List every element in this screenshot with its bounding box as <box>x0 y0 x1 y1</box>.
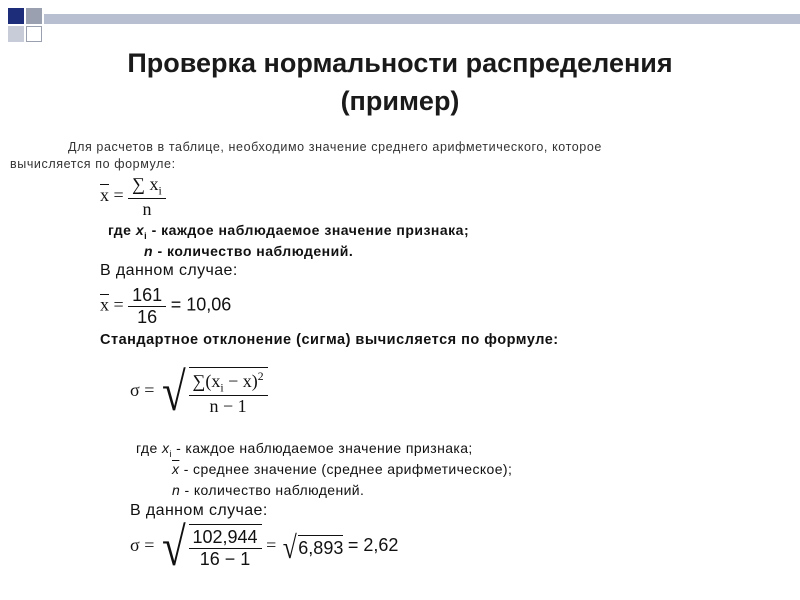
where1-sub: i <box>144 230 148 241</box>
sigma-num-sup: 2 <box>257 370 264 384</box>
where1-line2 <box>144 243 353 259</box>
sigma-formula-denominator: n − 1 <box>209 395 247 416</box>
top-stripe <box>44 14 800 24</box>
sigma-calc-radicand2: 6,893 <box>298 535 343 559</box>
corner-square-white-border <box>26 26 42 42</box>
where1-prefix: где <box>108 222 132 238</box>
where1-line2-var: n <box>144 243 154 259</box>
sigma-formula <box>130 362 268 422</box>
case1-label: В данном случае: <box>100 262 238 279</box>
where2-line2 <box>172 461 512 477</box>
mean-formula-eq: = <box>113 184 124 205</box>
mean-formula-numerator-sub: i <box>158 184 162 198</box>
mean-calc-lhs: $\overline{x}$ <box>100 294 109 315</box>
where2-line3 <box>172 482 364 498</box>
case2-label: В данном случае: <box>130 502 268 519</box>
where1-var: x <box>135 222 145 238</box>
sigma-num-mid: − x) <box>223 371 258 392</box>
corner-square-light <box>8 26 24 42</box>
where2-line3-text: - количество наблюдений. <box>184 482 365 498</box>
mean-formula-denominator: n <box>142 198 152 219</box>
mean-calc-fraction <box>128 285 166 328</box>
mean-formula-lhs: $\overline{x}$ <box>100 184 109 205</box>
sigma-formula-sqrt <box>159 362 268 422</box>
sqrt-icon: √ <box>161 362 186 422</box>
sigma-formula-fraction <box>189 370 268 417</box>
sigma-calc-numerator: 102,944 <box>189 527 262 549</box>
intro-text-line2: вычисляется по формуле: <box>10 157 176 171</box>
slide-title-line1: Проверка нормальности распределения <box>127 48 673 78</box>
sqrt-icon: √ <box>282 529 297 565</box>
where2-line2-text: - среднее значение (среднее арифметическое); <box>183 461 513 477</box>
sqrt-icon: √ <box>161 517 186 577</box>
sigma-calc <box>130 517 399 577</box>
mean-calc: $\overline{x}$ = $\frac{161}{16}$ = 10,06 <box>100 285 232 327</box>
sigma-calc-sqrt1 <box>159 517 262 577</box>
where1-text: - каждое наблюдаемое значение признака; <box>151 222 470 238</box>
where2-text: - каждое наблюдаемое значение признака; <box>176 440 473 456</box>
sigma-intro: Стандартное отклонение (сигма) вычисляется по формуле: <box>100 332 559 348</box>
corner-square-dark <box>8 8 24 24</box>
sigma-calc-lhs: σ = <box>130 535 155 556</box>
corner-decoration <box>0 0 800 50</box>
sigma-num-sub: i <box>220 381 224 395</box>
mean-formula <box>100 174 166 220</box>
mean-calc-denominator: 16 <box>137 307 158 327</box>
sigma-calc-fraction <box>189 527 262 570</box>
where2-var: x <box>161 440 170 456</box>
sigma-calc-sqrt2 <box>281 531 344 563</box>
corner-square-gray <box>26 8 42 24</box>
where2-line2-var: $\overline{x}$ <box>172 461 180 477</box>
sigma-formula-lhs: σ = <box>130 380 155 401</box>
sigma-calc-denominator: 16 − 1 <box>199 549 251 569</box>
mean-calc-result: = 10,06 <box>170 294 232 315</box>
where2-line1 <box>136 440 473 459</box>
mean-formula-fraction <box>128 174 166 220</box>
where2-line3-var: n <box>172 482 181 498</box>
where1-line1 <box>108 222 469 241</box>
where1-line2-text: - количество наблюдений. <box>157 243 354 259</box>
where2-sub: i <box>169 448 172 459</box>
intro-text-line1: Для расчетов в таблице, необходимо значение среднего арифметического, которое <box>68 140 602 154</box>
mean-calc-numerator: 161 <box>128 285 166 307</box>
sigma-calc-mid: = <box>266 535 277 556</box>
where2-prefix: где <box>136 440 158 456</box>
mean-formula-numerator: ∑ x <box>132 174 159 194</box>
sigma-num-a: ∑(x <box>192 371 221 392</box>
slide-title-line2: (пример) <box>340 86 460 116</box>
sigma-calc-result: = 2,62 <box>347 535 399 556</box>
